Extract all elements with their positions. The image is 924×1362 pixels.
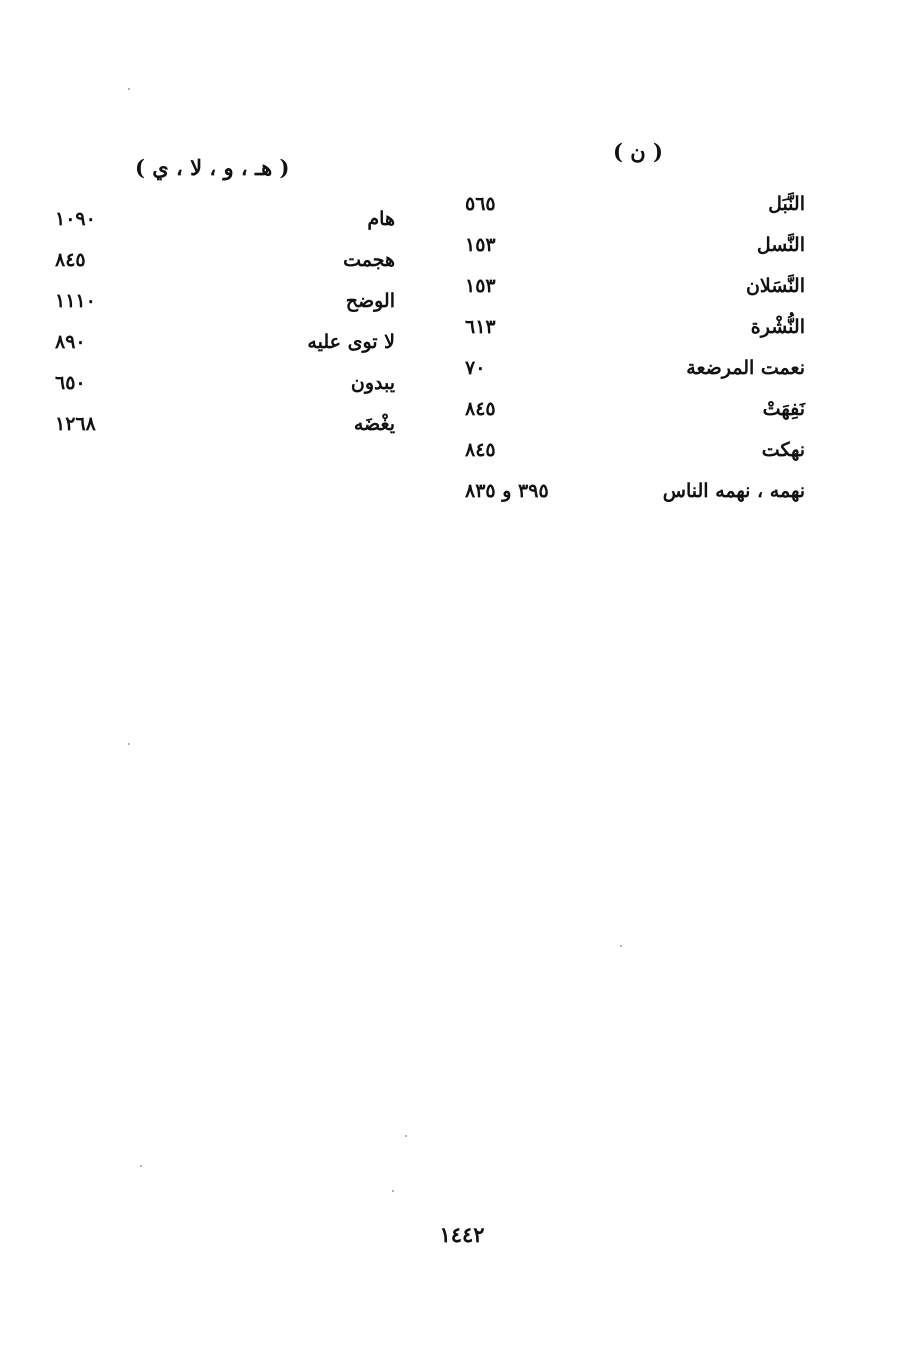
section-heading: ( هـ ، و ، لا ، ي ) (135, 155, 290, 180)
index-column-noon (465, 132, 805, 512)
scan-speck (392, 1190, 394, 1192)
entry-term: نهكت (761, 439, 805, 461)
entry-term: النَّسَلان (745, 275, 805, 297)
scan-speck (128, 743, 130, 745)
entry-page-ref: ١٠٩٠ (55, 208, 96, 230)
entry-page-ref: ١٢٦٨ (55, 413, 96, 435)
entry-page-ref: ٨٤٥ (465, 398, 496, 420)
index-entry (465, 184, 805, 225)
entry-page-ref: ٦١٣ (465, 316, 496, 338)
index-entry (55, 281, 395, 322)
entry-term: النَّبَل (768, 193, 805, 215)
entry-term: نَفِهَتْ (762, 398, 805, 420)
entry-term: هام (367, 208, 395, 230)
index-entry (55, 240, 395, 281)
index-entry (465, 225, 805, 266)
entry-term: نعمت المرضعة (686, 357, 805, 379)
entry-page-ref: ٥٦٥ (465, 193, 496, 215)
entry-page-ref: ٧٠ (465, 357, 486, 379)
entry-page-ref: ١٥٣ (465, 234, 496, 256)
entry-term: النَّسل (756, 234, 805, 256)
index-entry (465, 266, 805, 307)
index-entry (55, 199, 395, 240)
entry-page-ref: ١١١٠ (55, 290, 96, 312)
index-entry (55, 404, 395, 445)
entry-page-ref: ٦٥٠ (55, 372, 86, 394)
entry-page-ref: ٣٩٥ و ٨٣٥ (465, 480, 549, 502)
entry-list (55, 199, 395, 445)
index-column-ha-waw-la-ya (55, 148, 395, 445)
entry-term: الوضح (345, 290, 395, 312)
index-entry (465, 389, 805, 430)
index-entry (465, 430, 805, 471)
entry-list (465, 184, 805, 512)
scan-speck (128, 88, 130, 90)
scan-speck (405, 1135, 407, 1137)
page-number: ١٤٤٢ (439, 1222, 485, 1247)
entry-term: نهمه ، نهمه الناس (662, 480, 805, 502)
scan-speck (140, 1165, 142, 1167)
entry-term: النُّشْرة (750, 316, 805, 338)
entry-page-ref: ٨٤٥ (465, 439, 496, 461)
entry-term: هجمت (343, 249, 395, 271)
entry-term: يبدون (350, 372, 395, 394)
entry-page-ref: ١٥٣ (465, 275, 496, 297)
section-heading: ( ن ) (613, 139, 663, 164)
index-entry (55, 322, 395, 363)
entry-page-ref: ٨٤٥ (55, 249, 86, 271)
entry-term: يغْضَه (353, 413, 395, 435)
index-entry (465, 307, 805, 348)
index-entry (55, 363, 395, 404)
scan-speck (620, 945, 622, 947)
entry-term: لا توى عليه (307, 331, 395, 353)
index-entry (465, 471, 805, 512)
entry-page-ref: ٨٩٠ (55, 331, 86, 353)
index-entry (465, 348, 805, 389)
